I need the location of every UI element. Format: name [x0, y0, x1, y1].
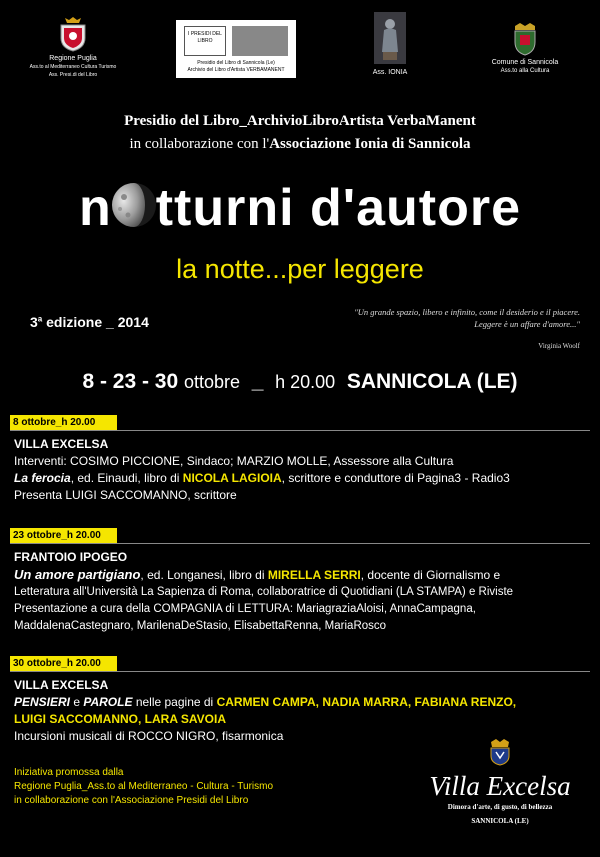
woolf-quote — [290, 306, 580, 352]
event-3-intro: nelle pagine di — [132, 695, 217, 709]
villa-crest-icon — [487, 738, 513, 766]
villa-tagline: Dimora d'arte, di gusto, di bellezza — [447, 803, 553, 811]
villa-excelsa-logo — [420, 738, 580, 826]
regione-presidi: Ass. Presi.di del Libro — [48, 72, 98, 78]
presidio-photo — [232, 26, 288, 56]
presidio-inner-text: I PRESIDI DEL LIBRO — [188, 31, 222, 44]
event-3-book-line — [14, 694, 586, 711]
event-3-book-title: PENSIERI — [14, 695, 71, 709]
dates-separator: _ — [251, 370, 264, 393]
moon-icon — [110, 181, 158, 229]
event-1-presenter: Presenta LUIGI SACCOMANNO, scrittore — [14, 488, 237, 502]
edition-label — [30, 314, 149, 330]
comune-logo — [480, 22, 570, 75]
dates-month: ottobre — [184, 372, 241, 392]
event-2-presentation: Presentazione a cura della COMPAGNIA di LETTURA: MariagraziaAloisi, AnnaCampagna, — [14, 603, 476, 615]
event-2-author: MIRELLA SERRI — [267, 568, 361, 582]
event-1-date-badge: 8 ottobre_h 20.00 — [10, 415, 117, 430]
event-2-book-title: Un amore partigiano — [14, 567, 141, 582]
event-1-divider — [10, 430, 590, 431]
event-3-divider — [10, 671, 590, 672]
quote-author: Virginia Woolf — [538, 342, 580, 350]
event-2-divider — [10, 543, 590, 544]
quote-line-2: Leggere è un affare d'amore..." — [474, 319, 580, 329]
event-3-music: Incursioni musicali di ROCCO NIGRO, fisarmonica — [14, 729, 284, 743]
event-2-details — [14, 549, 586, 635]
event-2-author-role: , docente di Giornalismo e — [360, 568, 501, 582]
event-3-book-title-2: PAROLE — [83, 695, 133, 709]
event-2-venue: FRANTOIO IPOGEO — [14, 550, 128, 564]
event-2-affiliation: Letteratura all'Università La Sapienza di Roma, collaboratrice di Quotidiani (LA STAMPA) e Riviste — [14, 586, 514, 598]
event-2-readers: MaddalenaCastegnaro, MarilenaDeStasio, ElisabettaRenna, MariaRosco — [14, 620, 387, 632]
dates-days: 8 - 23 - 30 — [82, 370, 179, 393]
event-title — [0, 178, 600, 238]
footer-line-2: Regione Puglia_Ass.to al Mediterraneo - Cultura - Turismo — [14, 781, 274, 792]
event-3-authors-2: LUIGI SACCOMANNO, LARA SAVOIA — [14, 712, 226, 726]
presidio-line2: Archivio del Libro d'Artista VERBAMANENT — [187, 67, 285, 73]
dates-place: SANNICOLA (LE) — [346, 370, 518, 393]
event-2-date-badge: 23 ottobre_h 20.00 — [10, 528, 117, 543]
ionia-name: Ass. IONIA — [372, 69, 408, 76]
event-1-book-title: La ferocia — [14, 471, 71, 485]
presidio-line1: Presidio del Libro di Sannicola (Le) — [197, 60, 275, 66]
quote-line-1: "Un grande spazio, libero e infinito, come il desiderio e il piacere. — [354, 307, 580, 317]
event-1-publisher: , ed. Einaudi, libro di — [70, 471, 183, 485]
organizer-collab-prefix: in collaborazione con l' — [129, 136, 270, 152]
event-3-conjunction: e — [70, 695, 84, 709]
organizer-association: Associazione Ionia di Sannicola — [269, 136, 471, 152]
event-2-book-line — [14, 566, 586, 584]
edition-year: edizione _ 2014 — [42, 314, 149, 330]
organizer-line-1 — [0, 113, 600, 130]
event-1-venue: VILLA EXCELSA — [14, 437, 109, 451]
regione-crest-icon — [57, 14, 89, 52]
presidio-logo — [176, 20, 296, 78]
event-1-author-role: , scrittore e conduttore di Pagina3 - Radio3 — [281, 471, 510, 485]
dates-line — [0, 370, 600, 394]
event-subtitle: la notte...per leggere — [176, 254, 424, 284]
event-3-authors-1: CARMEN CAMPA, NADIA MARRA, FABIANA RENZO, — [216, 695, 517, 709]
dates-time: h 20.00 — [275, 372, 336, 392]
event-2-publisher: , ed. Longanesi, libro di — [140, 568, 268, 582]
title-part-2: tturni d'autore — [155, 179, 522, 237]
organizer-name: Presidio del Libro_ArchivioLibroArtista VerbaManent — [124, 113, 476, 129]
regione-puglia-logo — [28, 14, 118, 79]
event-1-speakers: Interventi: COSIMO PICCIONE, Sindaco; MARZIO MOLLE, Assessore alla Cultura — [14, 454, 454, 468]
event-1-book-line — [14, 470, 586, 487]
villa-location: SANNICOLA (LE) — [471, 817, 529, 825]
event-3-details — [14, 677, 586, 745]
event-3-date-badge: 30 ottobre_h 20.00 — [10, 656, 117, 671]
organizer-line-2 — [0, 136, 600, 153]
event-1-author: NICOLA LAGIOIA — [182, 471, 282, 485]
comune-dept: Ass.to alla Cultura — [500, 68, 550, 74]
event-3-venue: VILLA EXCELSA — [14, 678, 109, 692]
regione-dept: Ass.to al Mediterraneo Cultura Turismo — [29, 64, 117, 70]
ionia-statue-icon — [374, 12, 406, 64]
event-1-details — [14, 436, 586, 504]
edition-number: 3 — [30, 314, 38, 330]
comune-name: Comune di Sannicola — [491, 59, 559, 66]
footer-line-3: in collaborazione con l'Associazione Presidi del Libro — [14, 795, 249, 806]
ionia-logo — [368, 12, 412, 77]
footer-line-1: Iniziativa promossa dalla — [14, 767, 124, 778]
edition-superscript: a — [37, 314, 43, 324]
regione-name: Regione Puglia — [49, 55, 97, 62]
promoter-footer — [14, 766, 273, 808]
title-part-1: n — [78, 179, 112, 237]
villa-name: Villa Excelsa — [429, 771, 571, 801]
presidio-book-icon — [184, 26, 226, 56]
comune-crest-icon — [512, 22, 538, 56]
